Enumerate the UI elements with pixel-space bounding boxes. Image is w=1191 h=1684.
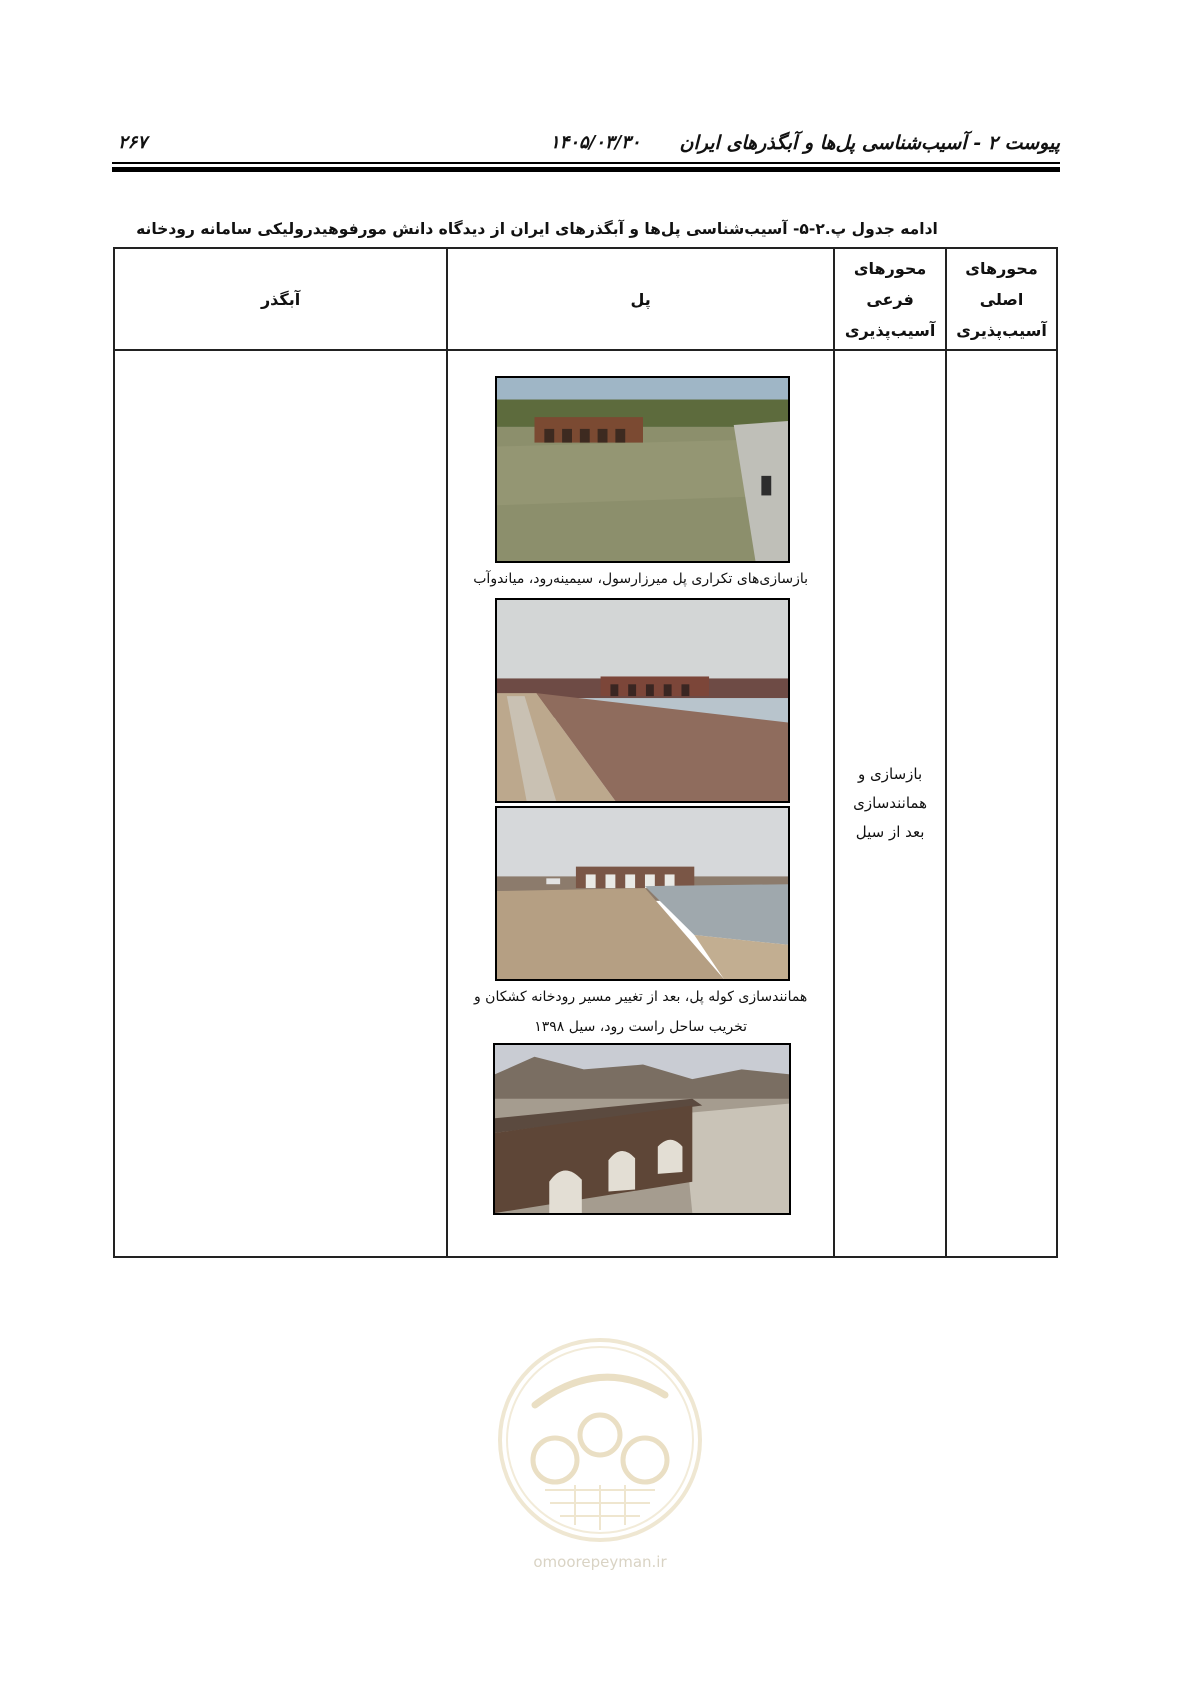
running-title: پیوست ۲ - آسیب‌شناسی پل‌ها و آبگذرهای ایران xyxy=(679,132,1060,154)
photo-caption-second: همانندسازی کوله پل، بعد از تغییر مسیر رودخانه کشکان و تخریب ساحل راست رود، سیل ۱۳۹۸ xyxy=(473,989,808,1035)
page-number: ۲۶۷ xyxy=(118,132,148,153)
header-culvert: آبگذر xyxy=(114,248,447,350)
vulnerability-table xyxy=(113,247,1058,1258)
cell-bridge xyxy=(447,350,834,1257)
watermark-website: omoorepeyman.ir xyxy=(533,1553,667,1571)
table-header-row xyxy=(114,248,1057,350)
cell-culvert xyxy=(114,350,447,1257)
table-row xyxy=(114,350,1057,1257)
header-sub-axes: محورهای فرعی آسیب‌پذیری xyxy=(834,248,946,350)
header-rule-thick xyxy=(112,167,1060,172)
header-main-axes: محورهای اصلی آسیب‌پذیری xyxy=(946,248,1057,350)
photo-mirzarasul-bridge xyxy=(495,376,790,563)
header-date: ۱۴۰۵/۰۳/۳۰ xyxy=(550,132,641,153)
photo-kashkan-bridge xyxy=(493,1043,791,1215)
header-bridge: پل xyxy=(447,248,834,350)
cell-sub-axis: بازسازی و همانندسازی بعد از سیل xyxy=(834,350,946,1257)
cell-main-axis xyxy=(946,350,1057,1257)
photo-reconstructed-abutment xyxy=(495,806,790,981)
photo-caption-first: بازسازی‌های تکراری پل میرزارسول، سیمینه‌رود، میاندوآب xyxy=(473,571,809,587)
header-rule-thin xyxy=(112,162,1060,164)
page-header xyxy=(112,128,1060,160)
table-caption: ادامه جدول پ.۲-۵- آسیب‌شناسی پل‌ها و آبگذرهای ایران از دیدگاه دانش مورفوهیدرولیکی سامانه رودخانه xyxy=(136,220,938,238)
photo-riverbank-bridge xyxy=(495,598,790,803)
watermark-seal xyxy=(495,1335,705,1545)
